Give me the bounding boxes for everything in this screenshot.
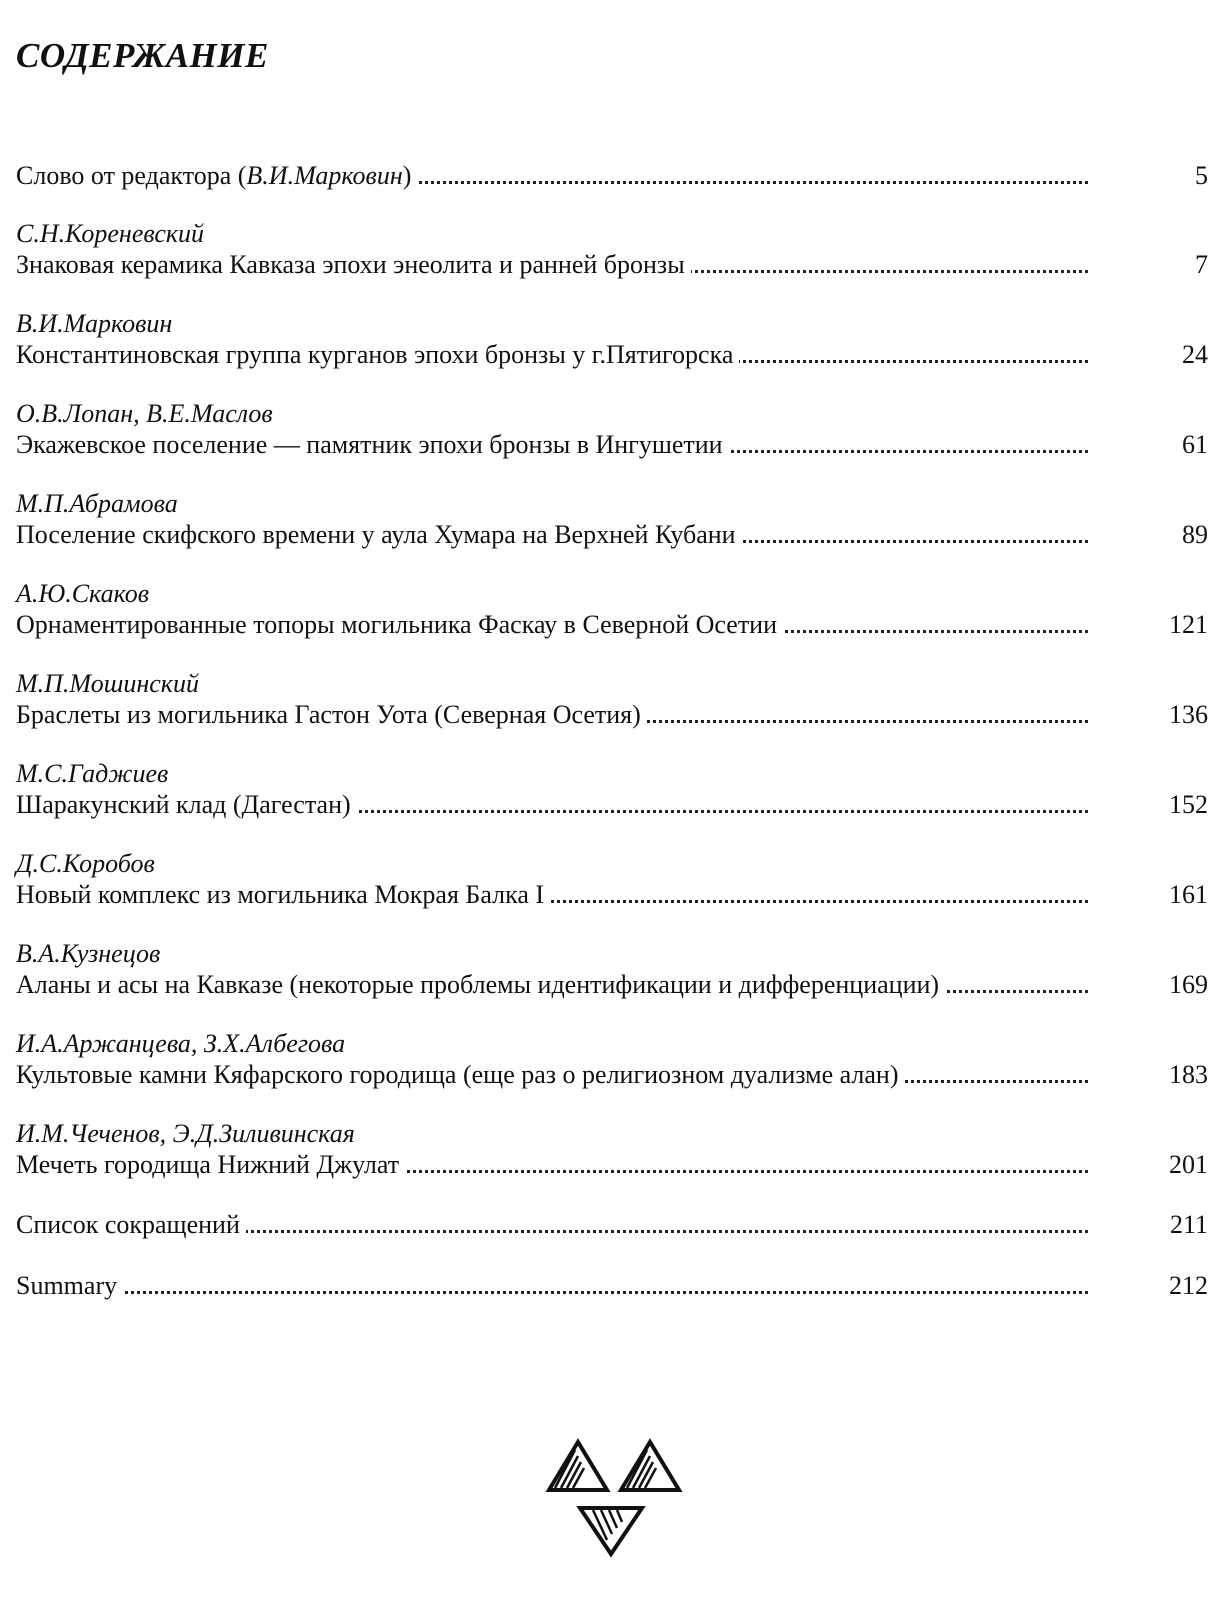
toc-entry-author: М.П.Абрамова bbox=[16, 489, 178, 518]
toc-entry-line bbox=[16, 699, 1208, 731]
toc-entry-title: Аланы и асы на Кавказе (некоторые проблемы идентификации и дифференциации) bbox=[16, 969, 945, 1001]
toc-entry bbox=[16, 309, 1208, 371]
toc-entry-title: Браслеты из могильника Гастон Уота (Северная Осетия) bbox=[16, 699, 647, 731]
toc-entry-title: Поселение скифского времени у аула Хумара на Верхней Кубани bbox=[16, 519, 742, 551]
toc-entry-editor-note bbox=[16, 160, 1208, 192]
toc-entry-line bbox=[16, 1149, 1208, 1181]
toc-entry-page: 152 bbox=[1169, 790, 1208, 819]
publisher-emblem-icon bbox=[545, 1436, 685, 1566]
toc-entry-line bbox=[16, 1059, 1208, 1091]
toc-entry-line bbox=[16, 789, 1208, 821]
toc-entry-page: 211 bbox=[1169, 1210, 1208, 1239]
toc-entry-page: 61 bbox=[1182, 430, 1208, 459]
toc-entry-author: В.А.Кузнецов bbox=[16, 939, 161, 968]
toc-entry-author: А.Ю.Скаков bbox=[16, 579, 150, 608]
toc-entry-title: Константиновская группа курганов эпохи бронзы у г.Пятигорска bbox=[16, 339, 739, 371]
toc-entry bbox=[16, 1119, 1208, 1181]
toc-entry-page: 183 bbox=[1169, 1060, 1208, 1089]
toc-entry bbox=[16, 399, 1208, 461]
toc-entry-line bbox=[16, 1209, 1208, 1241]
toc-entry bbox=[16, 219, 1208, 281]
toc-entry-line bbox=[16, 429, 1208, 461]
toc-entry-page: 89 bbox=[1182, 520, 1208, 549]
toc-entry bbox=[16, 579, 1208, 641]
toc-entry-title: Мечеть городища Нижний Джулат bbox=[16, 1149, 405, 1181]
toc-entry-title: Орнаментированные топоры могильника Фаскау в Северной Осетии bbox=[16, 609, 783, 641]
toc-entry-author: М.П.Мошинский bbox=[16, 669, 199, 698]
toc-entry-page: 212 bbox=[1169, 1271, 1208, 1300]
toc-entry bbox=[16, 849, 1208, 911]
toc-entry-page: 121 bbox=[1169, 610, 1208, 639]
toc-entry-page: 136 bbox=[1169, 700, 1208, 729]
toc-entry-title: Шаракунский клад (Дагестан) bbox=[16, 789, 357, 821]
toc-entry-summary bbox=[16, 1270, 1208, 1302]
toc-entry-abbreviations bbox=[16, 1209, 1208, 1241]
toc-entry-author: Д.С.Коробов bbox=[16, 849, 155, 878]
toc-entry bbox=[16, 669, 1208, 731]
toc-entry-page: 5 bbox=[1195, 161, 1208, 190]
toc-entry-title: Summary bbox=[16, 1270, 123, 1302]
toc-entry-author: В.И.Марковин bbox=[16, 309, 173, 338]
toc-entry-page: 169 bbox=[1169, 970, 1208, 999]
toc-entry-page: 161 bbox=[1169, 880, 1208, 909]
toc-entry-author: М.С.Гаджиев bbox=[16, 759, 169, 788]
toc-entry-line bbox=[16, 609, 1208, 641]
toc-entry-author: И.А.Аржанцева, З.Х.Албегова bbox=[16, 1029, 346, 1058]
toc-entry-line bbox=[16, 249, 1208, 281]
dot-leader bbox=[16, 1291, 1088, 1294]
toc-entry-author: И.М.Чеченов, Э.Д.Зиливинская bbox=[16, 1119, 355, 1148]
toc-entry-title: Культовые камни Кяфарского городища (еще раз о религиозном дуализме алан) bbox=[16, 1059, 905, 1091]
page-title: СОДЕРЖАНИЕ bbox=[16, 36, 269, 75]
toc-entry bbox=[16, 489, 1208, 551]
toc-entry-line bbox=[16, 519, 1208, 551]
toc-entry-page: 201 bbox=[1169, 1150, 1208, 1179]
toc-entry-title: Новый комплекс из могильника Мокрая Балка I bbox=[16, 879, 550, 911]
toc-entry-title: Знаковая керамика Кавказа эпохи энеолита и ранней бронзы bbox=[16, 249, 691, 281]
toc-entry-page: 7 bbox=[1195, 250, 1208, 279]
toc-entry bbox=[16, 1029, 1208, 1091]
toc-entry bbox=[16, 759, 1208, 821]
toc-entry-title: Слово от редактора (В.И.Марковин) bbox=[16, 160, 417, 192]
toc-entry-title: Экажевское поселение — памятник эпохи бронзы в Ингушетии bbox=[16, 429, 729, 461]
toc-entry-page: 24 bbox=[1182, 340, 1208, 369]
toc-entry-author: О.В.Лопан, В.Е.Маслов bbox=[16, 399, 273, 428]
toc-entry-line bbox=[16, 1270, 1208, 1302]
toc-entry-title: Список сокращений bbox=[16, 1209, 246, 1241]
toc-entry-title-author: В.И.Марковин bbox=[246, 161, 403, 190]
toc-entry-line bbox=[16, 160, 1208, 192]
toc-entry-line bbox=[16, 339, 1208, 371]
toc-entry-author: С.Н.Кореневский bbox=[16, 219, 205, 248]
toc-entry-line bbox=[16, 879, 1208, 911]
toc-entry bbox=[16, 939, 1208, 1001]
toc-entry-line bbox=[16, 969, 1208, 1001]
